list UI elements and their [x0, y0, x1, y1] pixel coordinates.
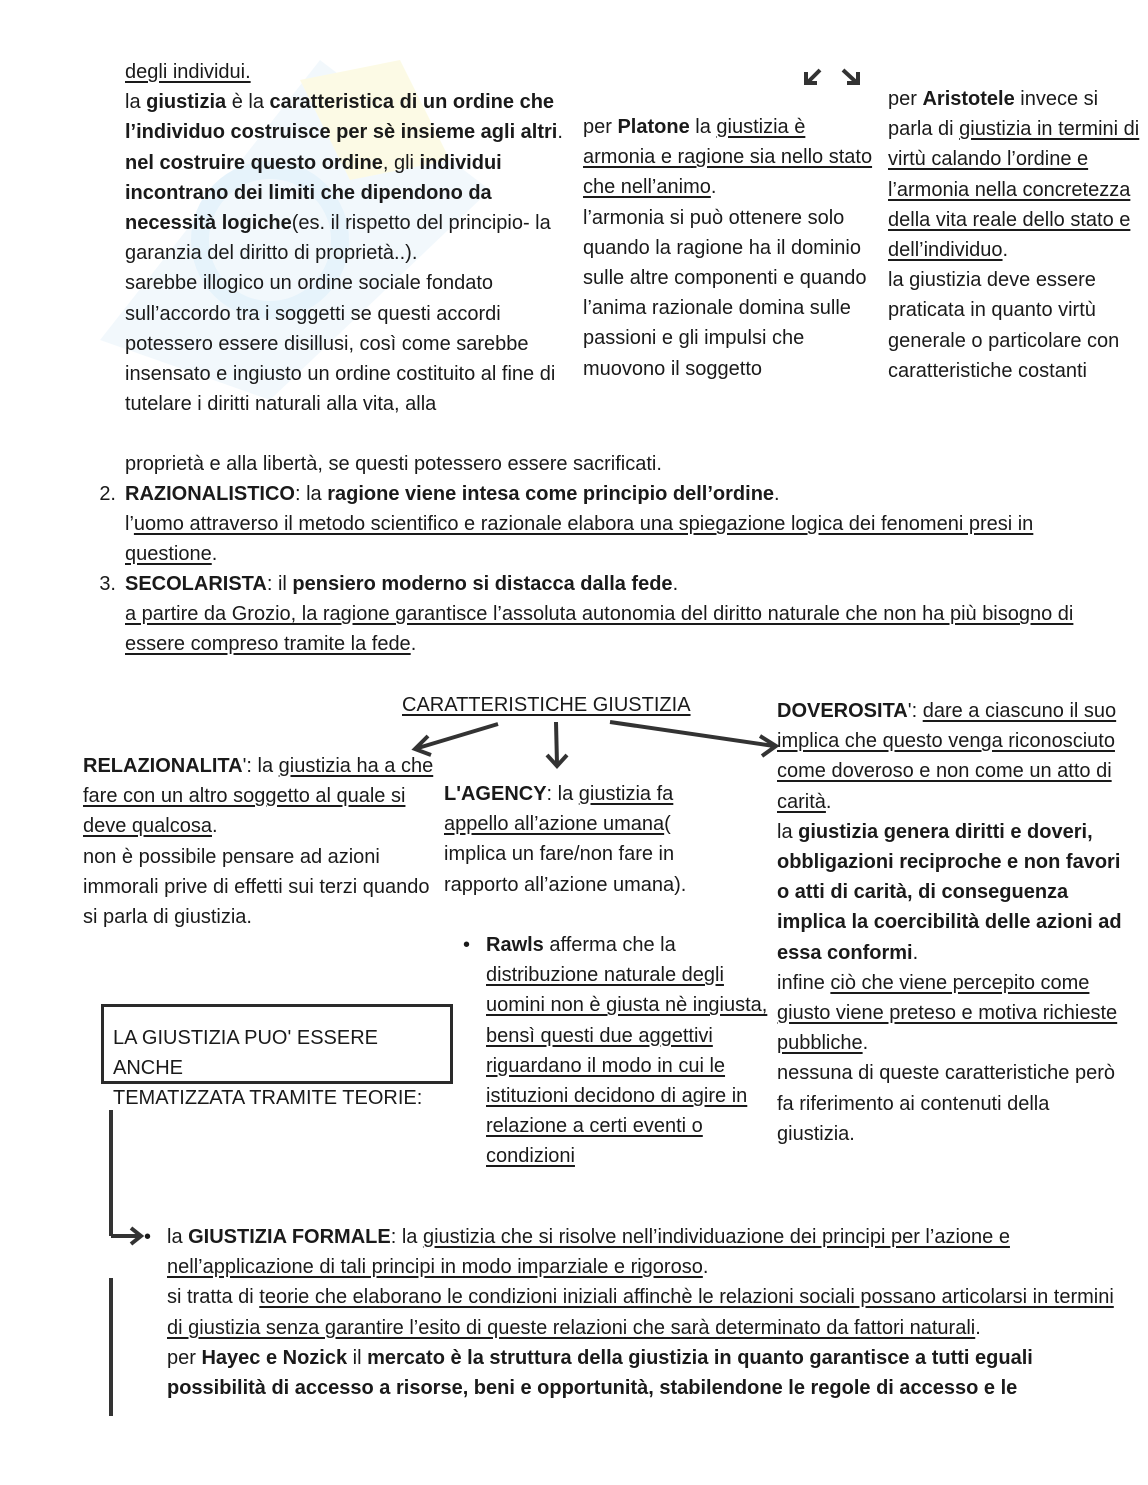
- giustizia-formale-block: la GIUSTIZIA FORMALE: la giustizia che si risolve nell’individuazione dei principi per l’azione e nell’applicazione di tali principi in modo imparziale e rigoroso. si tratta di teorie che elaborano le condizioni iniziali affinchè le relazioni sociali possano articolarsi in termini di giustizia senza garantire l’esito di queste relazioni che sarà determinato da fattori naturali. per Hayec e Nozick il mercato è la struttura della giustizia in quanto garantisce a tutti eguali possibilità di accesso a risorse, beni e opportunità, stabilendone le regole di accesso e le: [167, 1226, 1114, 1400]
- list-number-3: 3.: [99, 573, 116, 595]
- top-arrow-right-icon: [843, 70, 858, 83]
- paragraph-illogical-end: proprietà e alla libertà, se questi potessero essere sacrificati.: [125, 453, 662, 475]
- top-arrow-left-icon: [806, 70, 820, 83]
- doverosita-block: DOVEROSITA': dare a ciascuno il suo implica che questo venga riconosciuto come doveroso e non come un atto di carità. la giustizia genera diritti e doveri, obbligazioni reciproche e non favori o atti di carità, di conseguenza implica la coercibilità delle azioni ad essa conformi. infine ciò che viene percepito come giusto viene preteso e motiva richieste pubbliche. nessuna di queste caratteristiche però fa riferimento ai contenuti della giustizia.: [777, 700, 1122, 1145]
- paragraph-limits: nel costruire questo ordine, gli individui incontrano dei limiti che dipendono da necessità logiche(es. il rispetto del principio- la garanzia del diritto di proprietà..).: [125, 151, 551, 265]
- agency-block: L'AGENCY: la giustizia fa appello all’azione umana( implica un fare/non fare in rapporto all’azione umana).: [444, 783, 687, 896]
- page-bottom-cutoff: [0, 1416, 1148, 1485]
- paragraph-illogical: sarebbe illogico un ordine sociale fondato sull’accordo tra i soggetti se questi accordi potessero essere disillusi, così come sarebbe insensato e ingiusto un ordine costituito al fine di tutelare i diritti naturali alla vita, alla: [125, 272, 556, 416]
- map-title: CARATTERISTICHE GIUSTIZIA: [402, 694, 691, 716]
- platone-block: per Platone la giustizia è armonia e ragione sia nello stato che nell’animo. l’armonia si può ottenere solo quando la ragione ha il dominio sulle altre componenti e quando l’anima razionale domina sulle passioni e gli impulsi che muovono il soggetto: [583, 116, 873, 380]
- bullet-formale-icon: •: [144, 1226, 152, 1248]
- list-item-secolarista: SECOLARISTA: il pensiero moderno si distacca dalla fede. a partire da Grozio, la ragione garantisce l’assoluta autonomia del diritto naturale che non ha più bisogno di essere compreso tramite la fede.: [125, 573, 1074, 656]
- list-number-2: 2.: [99, 483, 116, 505]
- fragment-text: degli individui.: [125, 61, 251, 83]
- relazionalita-block: RELAZIONALITA': la giustizia ha a che fare con un altro soggetto al quale si deve qualcosa. non è possibile pensare ad azioni immorali prive di effetti sui terzi quando si parla di giustizia.: [83, 755, 434, 929]
- arrow-to-doverosita-icon: [610, 722, 776, 756]
- theories-box: LA GIUSTIZIA PUO' ESSERE ANCHE TEMATIZZATA TRAMITE TEORIE:: [101, 1004, 453, 1084]
- list-item-razionalistico: RAZIONALISTICO: la ragione viene intesa come principio dell’ordine. l’uomo attraverso il metodo scientifico e razionale elabora una spiegazione logica dei fenomeni presi in questione.: [125, 483, 1034, 566]
- paragraph-order: la giustizia è la caratteristica di un ordine che l’individuo costruisce per sè insieme agli altri.: [125, 91, 563, 144]
- aristotele-block: per Aristotele invece si parla di giustizia in termini di virtù calando l’ordine e l’armonia nella concretezza della vita reale dello stato e dell’individuo. la giustizia deve essere praticata in quanto virtù generale o particolare con caratteristiche costanti: [888, 88, 1140, 382]
- rawls-block: Rawls afferma che la distribuzione naturale degli uomini non è giusta nè ingiusta, bensì questi due aggettivi riguardano il modo in cui le istituzioni decidono di agire in relazione a certi eventi o condizioni: [486, 934, 768, 1168]
- bullet-dot-icon: •: [463, 934, 471, 956]
- arrow-to-agency-icon: [547, 722, 567, 766]
- connector-arrow-icon: [111, 1110, 141, 1244]
